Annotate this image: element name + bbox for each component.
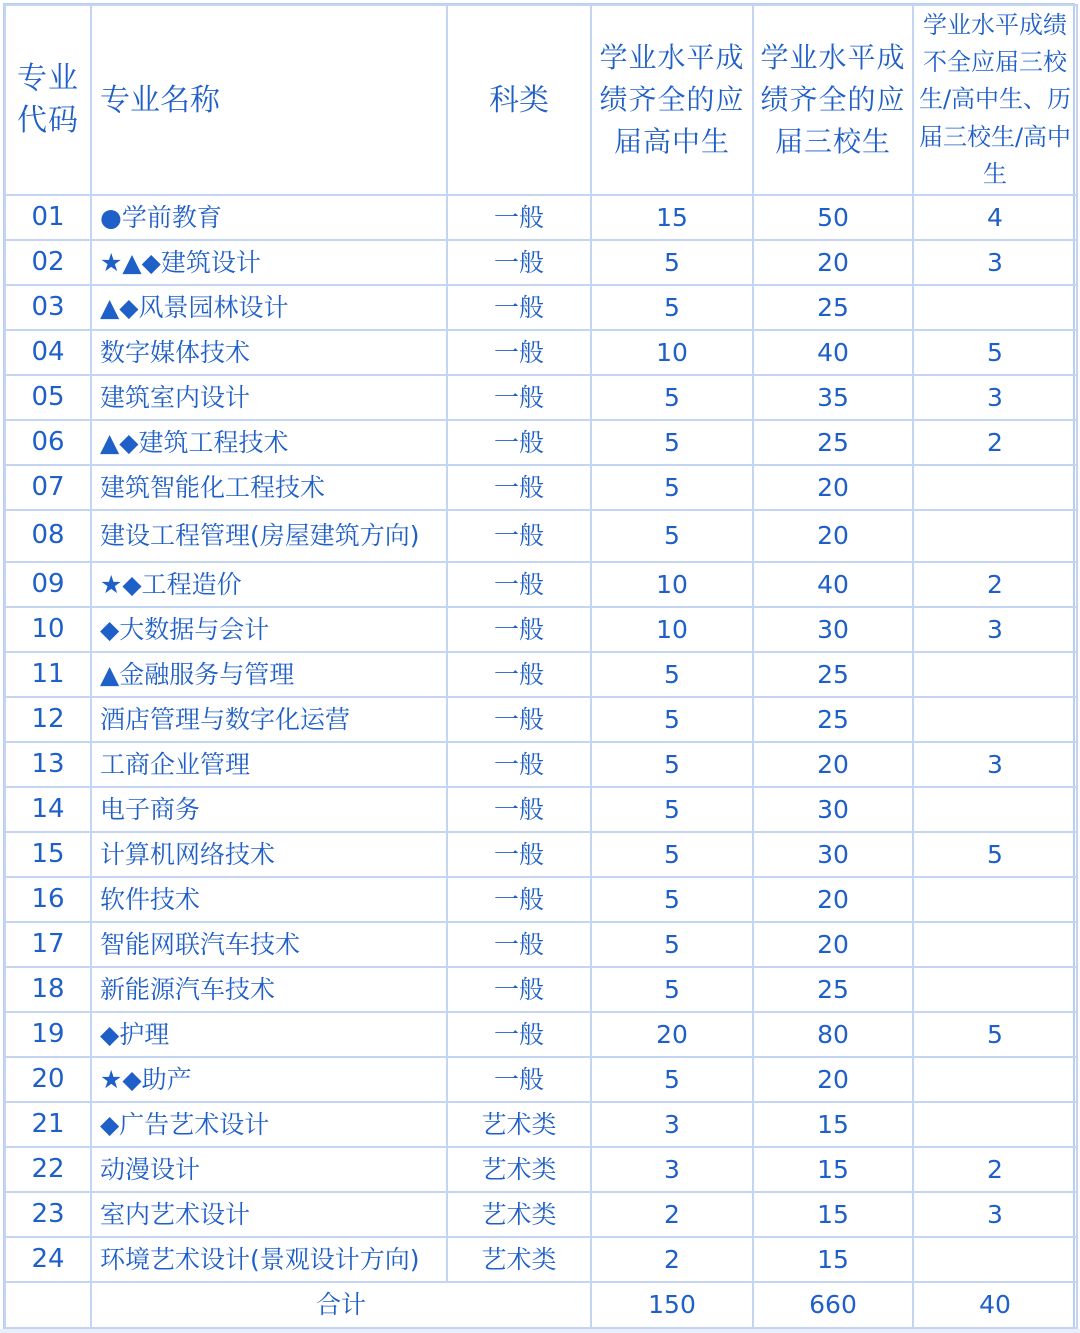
table-row: [5, 697, 1077, 742]
code-cell: 05: [5, 375, 91, 420]
table-row: [5, 562, 1077, 607]
category-cell: 一般: [447, 465, 591, 510]
name-cell: 数字媒体技术: [91, 330, 447, 375]
table-row: [5, 375, 1077, 420]
col-c-cell: [913, 697, 1077, 742]
table-row: [5, 967, 1077, 1012]
total-code-cell: [5, 1282, 91, 1328]
col-c-cell: 3: [913, 742, 1077, 787]
table-row: [5, 1012, 1077, 1057]
header-category: 科类: [447, 5, 591, 195]
col-a-cell: 5: [591, 375, 753, 420]
table-row: [5, 1237, 1077, 1282]
col-c-cell: 2: [913, 562, 1077, 607]
name-cell: ◆广告艺术设计: [91, 1102, 447, 1147]
name-cell: ◆护理: [91, 1012, 447, 1057]
col-c-cell: 5: [913, 1012, 1077, 1057]
col-a-cell: 2: [591, 1237, 753, 1282]
col-a-cell: 5: [591, 877, 753, 922]
col-a-cell: 5: [591, 285, 753, 330]
name-cell: ▲金融服务与管理: [91, 652, 447, 697]
name-cell: 酒店管理与数字化运营: [91, 697, 447, 742]
name-cell: 智能网联汽车技术: [91, 922, 447, 967]
bottom-stripe: [0, 1329, 1080, 1333]
name-cell: ▲◆风景园林设计: [91, 285, 447, 330]
col-c-cell: 5: [913, 330, 1077, 375]
table-row: [5, 1057, 1077, 1102]
col-b-cell: 15: [753, 1147, 913, 1192]
col-c-cell: 2: [913, 1147, 1077, 1192]
code-cell: 02: [5, 240, 91, 285]
col-b-cell: 15: [753, 1192, 913, 1237]
code-cell: 01: [5, 195, 91, 240]
code-cell: 08: [5, 510, 91, 562]
col-c-cell: [913, 1057, 1077, 1102]
col-b-cell: 35: [753, 375, 913, 420]
table-row: [5, 787, 1077, 832]
table-row: [5, 465, 1077, 510]
name-cell: 环境艺术设计(景观设计方向): [91, 1237, 447, 1282]
total-row: [5, 1282, 1077, 1328]
category-cell: 一般: [447, 607, 591, 652]
col-b-cell: 50: [753, 195, 913, 240]
col-a-cell: 5: [591, 787, 753, 832]
total-label: 合计: [91, 1282, 591, 1328]
col-c-cell: 5: [913, 832, 1077, 877]
col-b-cell: 80: [753, 1012, 913, 1057]
col-a-cell: 5: [591, 465, 753, 510]
header-code: 专业代码: [5, 5, 91, 195]
code-cell: 07: [5, 465, 91, 510]
table-row: [5, 285, 1077, 330]
col-b-cell: 20: [753, 1057, 913, 1102]
code-cell: 21: [5, 1102, 91, 1147]
enrollment-table: [4, 4, 1078, 1329]
col-c-cell: [913, 1237, 1077, 1282]
table-row: [5, 1102, 1077, 1147]
table-body: [5, 195, 1077, 1282]
name-cell: 工商企业管理: [91, 742, 447, 787]
code-cell: 12: [5, 697, 91, 742]
code-cell: 04: [5, 330, 91, 375]
code-cell: 14: [5, 787, 91, 832]
category-cell: 一般: [447, 922, 591, 967]
col-b-cell: 30: [753, 787, 913, 832]
table-row: [5, 330, 1077, 375]
name-cell: ★▲◆建筑设计: [91, 240, 447, 285]
category-cell: 一般: [447, 562, 591, 607]
category-cell: 一般: [447, 330, 591, 375]
header-col-a: 学业水平成绩齐全的应届高中生: [591, 5, 753, 195]
col-c-cell: [913, 652, 1077, 697]
code-cell: 24: [5, 1237, 91, 1282]
code-cell: 09: [5, 562, 91, 607]
col-c-cell: [913, 1102, 1077, 1147]
table-row: [5, 742, 1077, 787]
col-c-cell: [913, 787, 1077, 832]
col-c-cell: [913, 285, 1077, 330]
table-row: [5, 607, 1077, 652]
table-row: [5, 1147, 1077, 1192]
category-cell: 艺术类: [447, 1237, 591, 1282]
category-cell: 一般: [447, 240, 591, 285]
table-row: [5, 1192, 1077, 1237]
header-name: 专业名称: [91, 5, 447, 195]
table-row: [5, 877, 1077, 922]
category-cell: 一般: [447, 1057, 591, 1102]
col-c-cell: 2: [913, 420, 1077, 465]
col-a-cell: 20: [591, 1012, 753, 1057]
name-cell: 动漫设计: [91, 1147, 447, 1192]
code-cell: 17: [5, 922, 91, 967]
code-cell: 19: [5, 1012, 91, 1057]
category-cell: 一般: [447, 652, 591, 697]
name-cell: 建筑室内设计: [91, 375, 447, 420]
code-cell: 22: [5, 1147, 91, 1192]
category-cell: 艺术类: [447, 1147, 591, 1192]
col-b-cell: 25: [753, 652, 913, 697]
col-b-cell: 20: [753, 922, 913, 967]
name-cell: ◆大数据与会计: [91, 607, 447, 652]
table-row: [5, 652, 1077, 697]
col-c-cell: 3: [913, 240, 1077, 285]
name-cell: 电子商务: [91, 787, 447, 832]
total-a: 150: [591, 1282, 753, 1328]
name-cell: 计算机网络技术: [91, 832, 447, 877]
table-row: [5, 922, 1077, 967]
col-b-cell: 30: [753, 607, 913, 652]
col-b-cell: 25: [753, 967, 913, 1012]
col-c-cell: [913, 967, 1077, 1012]
col-b-cell: 15: [753, 1237, 913, 1282]
col-b-cell: 25: [753, 420, 913, 465]
code-cell: 10: [5, 607, 91, 652]
header-col-b: 学业水平成绩齐全的应届三校生: [753, 5, 913, 195]
category-cell: 一般: [447, 742, 591, 787]
col-a-cell: 5: [591, 922, 753, 967]
col-b-cell: 20: [753, 877, 913, 922]
header-row: [5, 5, 1077, 195]
col-b-cell: 25: [753, 285, 913, 330]
col-a-cell: 2: [591, 1192, 753, 1237]
col-a-cell: 3: [591, 1147, 753, 1192]
name-cell: 建筑智能化工程技术: [91, 465, 447, 510]
name-cell: ★◆助产: [91, 1057, 447, 1102]
col-a-cell: 3: [591, 1102, 753, 1147]
table-row: [5, 420, 1077, 465]
col-b-cell: 20: [753, 742, 913, 787]
col-a-cell: 5: [591, 420, 753, 465]
category-cell: 一般: [447, 285, 591, 330]
col-c-cell: [913, 510, 1077, 562]
name-cell: 室内艺术设计: [91, 1192, 447, 1237]
category-cell: 一般: [447, 832, 591, 877]
category-cell: 一般: [447, 375, 591, 420]
name-cell: 软件技术: [91, 877, 447, 922]
col-b-cell: 40: [753, 562, 913, 607]
col-c-cell: 3: [913, 1192, 1077, 1237]
name-cell: ★◆工程造价: [91, 562, 447, 607]
col-c-cell: [913, 877, 1077, 922]
code-cell: 13: [5, 742, 91, 787]
col-c-cell: [913, 922, 1077, 967]
name-cell: ▲◆建筑工程技术: [91, 420, 447, 465]
col-b-cell: 15: [753, 1102, 913, 1147]
category-cell: 艺术类: [447, 1102, 591, 1147]
total-b: 660: [753, 1282, 913, 1328]
name-cell: 建设工程管理(房屋建筑方向): [91, 510, 447, 562]
code-cell: 11: [5, 652, 91, 697]
category-cell: 艺术类: [447, 1192, 591, 1237]
col-a-cell: 5: [591, 240, 753, 285]
code-cell: 15: [5, 832, 91, 877]
code-cell: 06: [5, 420, 91, 465]
table-row: [5, 240, 1077, 285]
header-col-c: 学业水平成绩不全应届三校生/高中生、历届三校生/高中生: [913, 5, 1077, 195]
code-cell: 23: [5, 1192, 91, 1237]
col-a-cell: 5: [591, 742, 753, 787]
code-cell: 16: [5, 877, 91, 922]
col-c-cell: 3: [913, 375, 1077, 420]
col-b-cell: 40: [753, 330, 913, 375]
col-c-cell: [913, 465, 1077, 510]
table-row: [5, 195, 1077, 240]
col-c-cell: 4: [913, 195, 1077, 240]
category-cell: 一般: [447, 420, 591, 465]
code-cell: 20: [5, 1057, 91, 1102]
col-a-cell: 5: [591, 697, 753, 742]
table-row: [5, 510, 1077, 562]
name-cell: ●学前教育: [91, 195, 447, 240]
category-cell: 一般: [447, 787, 591, 832]
col-b-cell: 25: [753, 697, 913, 742]
category-cell: 一般: [447, 967, 591, 1012]
col-a-cell: 5: [591, 1057, 753, 1102]
category-cell: 一般: [447, 697, 591, 742]
col-a-cell: 10: [591, 607, 753, 652]
col-b-cell: 20: [753, 240, 913, 285]
code-cell: 03: [5, 285, 91, 330]
col-a-cell: 10: [591, 562, 753, 607]
total-c: 40: [913, 1282, 1077, 1328]
table-row: [5, 832, 1077, 877]
col-a-cell: 5: [591, 652, 753, 697]
name-cell: 新能源汽车技术: [91, 967, 447, 1012]
category-cell: 一般: [447, 510, 591, 562]
category-cell: 一般: [447, 877, 591, 922]
col-b-cell: 20: [753, 465, 913, 510]
code-cell: 18: [5, 967, 91, 1012]
category-cell: 一般: [447, 1012, 591, 1057]
col-c-cell: 3: [913, 607, 1077, 652]
col-a-cell: 5: [591, 510, 753, 562]
col-b-cell: 20: [753, 510, 913, 562]
col-a-cell: 10: [591, 330, 753, 375]
col-a-cell: 5: [591, 967, 753, 1012]
col-b-cell: 30: [753, 832, 913, 877]
col-a-cell: 15: [591, 195, 753, 240]
category-cell: 一般: [447, 195, 591, 240]
col-a-cell: 5: [591, 832, 753, 877]
